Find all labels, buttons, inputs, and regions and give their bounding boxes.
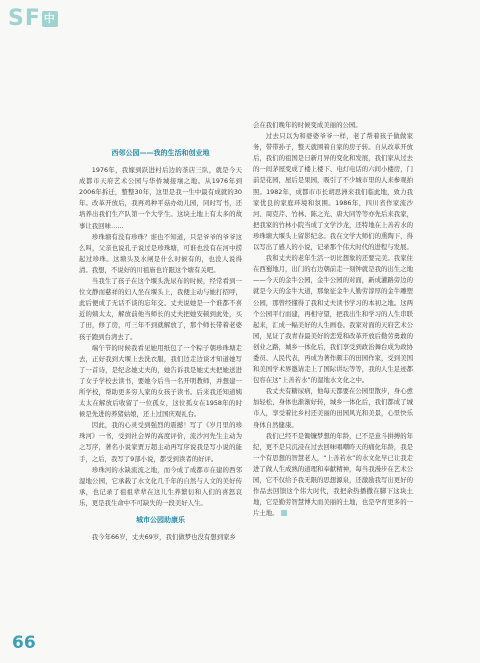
paragraph: 因此，我的心灵受到强烈的震撼！写了《岁月里的珍珠河》一书，受到社会界的高度评价，流沙河先生主动为之写序，著名小说家贾万超主动再写序说我是写小说的能手，之后，我写了9部小说，都受到读者的好评。 xyxy=(79,421,242,463)
paragraph: 珍珠河的水缺流流之地，而今成了成都市在建的西邻湿地公园，它承载了水文化几千年的自然与人文的美好传承，也记录了祖祖辈辈在这儿生养繁衍和人们的喜怒哀乐，更是我生命中不可缺失的一段美好人生。 xyxy=(79,465,242,507)
paragraph: 端午节的时候我看见她用纸包了一个粽子朝珍珠塘走去，正好我到大堰上去洗衣服，我们边走边谈才知道她写了一首诗，是纪念她丈夫的，她告诉我是她丈夫把她送进了女子学校去读书，要她今后当一名开明教师，并想建一所学校，帮助更多穷人家的女孩子读书。后来我还知道姨太太在解放后收留了一位孤女，这位孤女在1958年的时候是先进的养猪姑娘，还上过国庆观礼台。 xyxy=(79,343,242,419)
paragraph-text: 我们已经不是锄镰梦想的年龄，已不是意斗拼搏的年纪，更不是只沉浸在过去回味唱嘲昨天的痛化年龄，我是一个有思想的智慧老人，“上善若水”的水文化早已让我走进了做人生成熟的道理和奉献精神，每当我漫步在艺术公园，它不仅给予我无限的思想源泉，还激励我写出更好的作品去回馈这个伟大时代，我把余热播撒在脚下这块土地，它是勤劳智慧博大而美丽的土地，也是孕育更多的一片土地。 xyxy=(253,431,413,518)
left-column xyxy=(79,130,242,645)
paragraph: 我和丈夫的老年生活一切比想象的还要完美。我家住在西蜀地月，出门的右边朝前走一刻钟就是我的出生之地——今天的金牛公园，金牛公园的对面，新成灌路旁边的就是今天的金牛大道，那象征金牛人勤劳淳厚的金牛雕塑公园，那曾经懂得了我和丈夫读书学习的本初之地。这两个公园平行而建，再相守望，把我出生和学习的人生串联起来，汇成一幅美好的人生画卷。我家对面的天府艺术公园，见证了我青春最美好的恋爱和改革开放后勤劳勇敢的创业之路，城乡一体化后，我们享受到政治舞台成为政协委员、人民代表，再成为著作颇丰的田园作家，受到美国和美国学术界邀请走上了国际讲坛等等，我的人生足迹都包容在这“上善若水”的湿地水文化之中。 xyxy=(253,254,413,385)
paragraph: 我今年66岁，丈夫69岁，我们做梦也没有想到家乡 xyxy=(91,533,236,542)
section-heading-1: 西邻公园——我的生活和创业地 xyxy=(111,149,210,157)
paragraph-final xyxy=(253,431,413,520)
section-heading-2: 城市公园助康乐 xyxy=(136,516,185,524)
paragraph: 当我生了孩子在这个堰头洗尿布的时候，经常看到一位文静而慈祥的妇人坐在堰头上，我便主动与她打招呼，此后便成了无话不谈的忘年交。丈夫说她是一个谁都不喜近的姨太太，解放前他当师长的丈夫把她安顿到此处，买了田，修了房，可三年不到就解放了，那个师长带着老婆孩子跑到台湾去了。 xyxy=(79,277,242,341)
magazine-logo xyxy=(8,6,58,31)
right-column xyxy=(253,120,413,653)
page-number: 66 xyxy=(12,633,36,653)
paragraph: 过去只以为和婆婆爷爷一样，老了帮着孩子做做家务，带带孙子，整天就围着自家的房子转。自从改革开放后，我们的祖国是日新月异的变化和发展，我们家从过去的一间茅屋变成了楼上楼下、电灯电话的六间小楼房，门前是花园，屋后是果园，吸引了不少城市里的人来参观拍照。1982年，成都市市长胡思洲来我们临此地，致力我家优良的家庭环境和氛围。1986年，四川省作家流沙河、周克芹、竹林、陈之光、唐大同等等亦先后来我家，把我家的竹林小院当成了文学沙龙，还特地在上善若水的珍珠塘大堰头上留影纪念。我在文学大师们的熏陶下，得以写出了感人的小说，记录那个伟大时代的进程与发展。 xyxy=(253,132,413,252)
paragraph: 珍珠塘有没有珍珠？谁也不知道，只是爷爷的爷爷这么叫，父亲也说孔子说过是珍珠塘，可谁也没有在河中捞起过珍珠。这塘头及水闸是什么时候有的，也没人说得清。我想，不说好的川祖庙也许跟这个塘有关吧。 xyxy=(79,232,242,274)
paragraph: 1976年，我嫁到跃进村后边的茶店三队，就是今天成都市天府艺术公园与华侨城接壤之地。从1976年到2006年拆迁，整整30年，这里是我一生中最有成就的30年。改革开放后，我再鸡种平菇办幼儿园，同时写书，还培养出我们生产队第一个大学生。这块土地上有太多的故事让我回味…… xyxy=(79,166,242,230)
paragraph: 会在我们晚年的时候变成美丽的公园。 xyxy=(253,121,362,129)
logo-text: SF xyxy=(8,6,41,31)
paragraph: 我丈夫有糖尿病，他每天都要在公园里散步，身心愈加轻松，身体也渐渐好转，城乡一体化后，我们都成了城市人，享受着比乡村还美丽的田园风光和美景，心里快乐身体自然健康。 xyxy=(253,387,413,429)
end-mark-icon xyxy=(281,510,287,516)
logo-seal: 中 xyxy=(43,12,56,25)
